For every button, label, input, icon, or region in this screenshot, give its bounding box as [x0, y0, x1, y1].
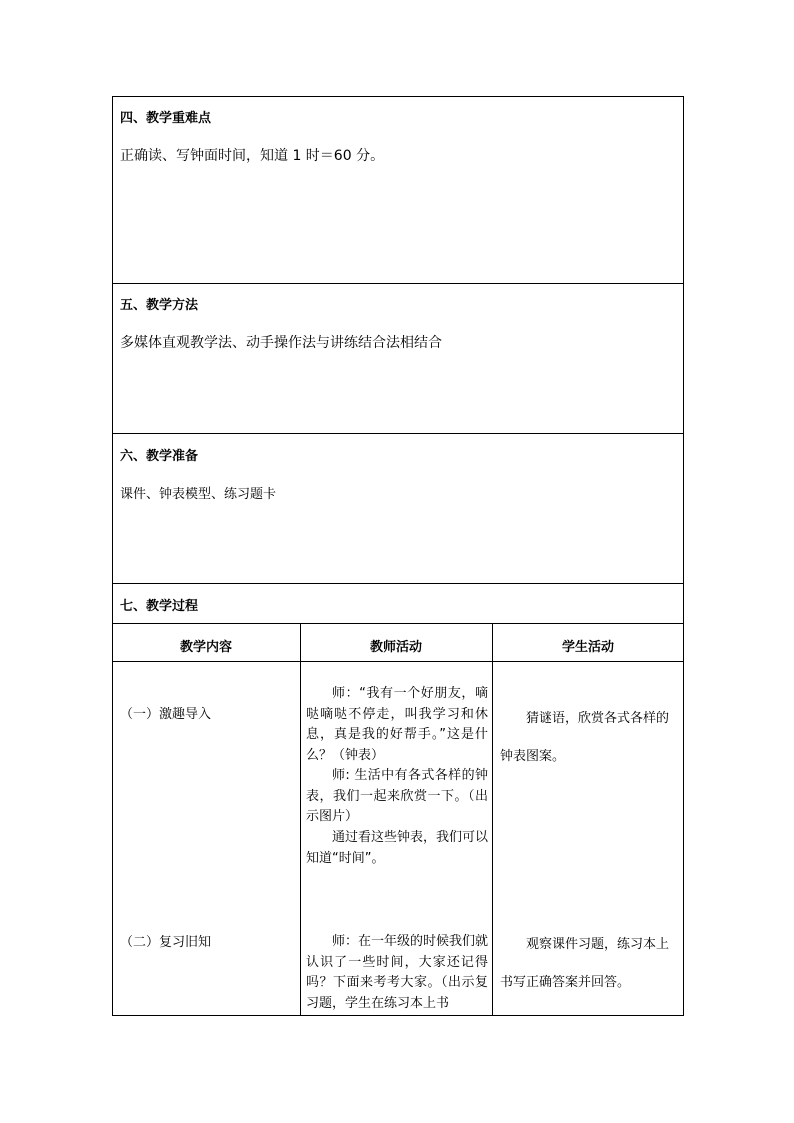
- section-heading-methods: 五、教学方法: [120, 298, 199, 313]
- section-divider: [112, 283, 684, 284]
- column-header-teacher: 教师活动: [369, 640, 422, 655]
- student-activity-review: 观察课件习题，练习本上书写正确答案并回答。: [500, 937, 670, 990]
- section-heading-difficulties: 四、教学重难点: [120, 111, 212, 126]
- section-divider: [112, 583, 684, 584]
- column-header-student: 学生活动: [561, 640, 614, 655]
- column-divider: [492, 623, 493, 1016]
- section-divider: [112, 433, 684, 434]
- student-activity-intro: 猜谜语，欣赏各式各样的钟表图案。: [500, 711, 670, 764]
- section-content-preparation: 课件、钟表模型、练习题卡: [120, 487, 277, 502]
- section-divider: [112, 623, 684, 624]
- lesson-plan-table: [112, 96, 684, 1016]
- table-header-divider: [112, 661, 684, 662]
- section-heading-process: 七、教学过程: [120, 599, 199, 614]
- teacher-activity-intro-1: 师：“我有一个好朋友，嘀哒嘀哒不停走，叫我学习和休息，真是我的好帮手。”这是什么？（钟表）: [306, 686, 488, 763]
- section-heading-preparation: 六、教学准备: [120, 449, 199, 464]
- section-content-difficulties: 正确读、写钟面时间，知道 1 时＝60 分。: [120, 148, 385, 164]
- teacher-activity-intro-2: 师: 生活中有各式各样的钟表，我们一起来欣赏一下。（出示图片）: [306, 768, 488, 824]
- row-content-review: （二）复习旧知: [120, 935, 212, 950]
- column-divider: [300, 623, 301, 1016]
- teacher-activity-intro-3: 通过看这些钟表，我们可以知道“时间”。: [306, 830, 489, 866]
- section-content-methods: 多媒体直观教学法、动手操作法与讲练结合法相结合: [120, 335, 442, 351]
- column-header-content: 教学内容: [179, 640, 232, 655]
- teacher-activity-review: 师：在一年级的时候我们就认识了一些时间，大家还记得吗？下面来考考大家。（出示复习题，学生在练习本上书: [306, 934, 489, 1011]
- row-content-intro: （一）激趣导入: [120, 707, 212, 722]
